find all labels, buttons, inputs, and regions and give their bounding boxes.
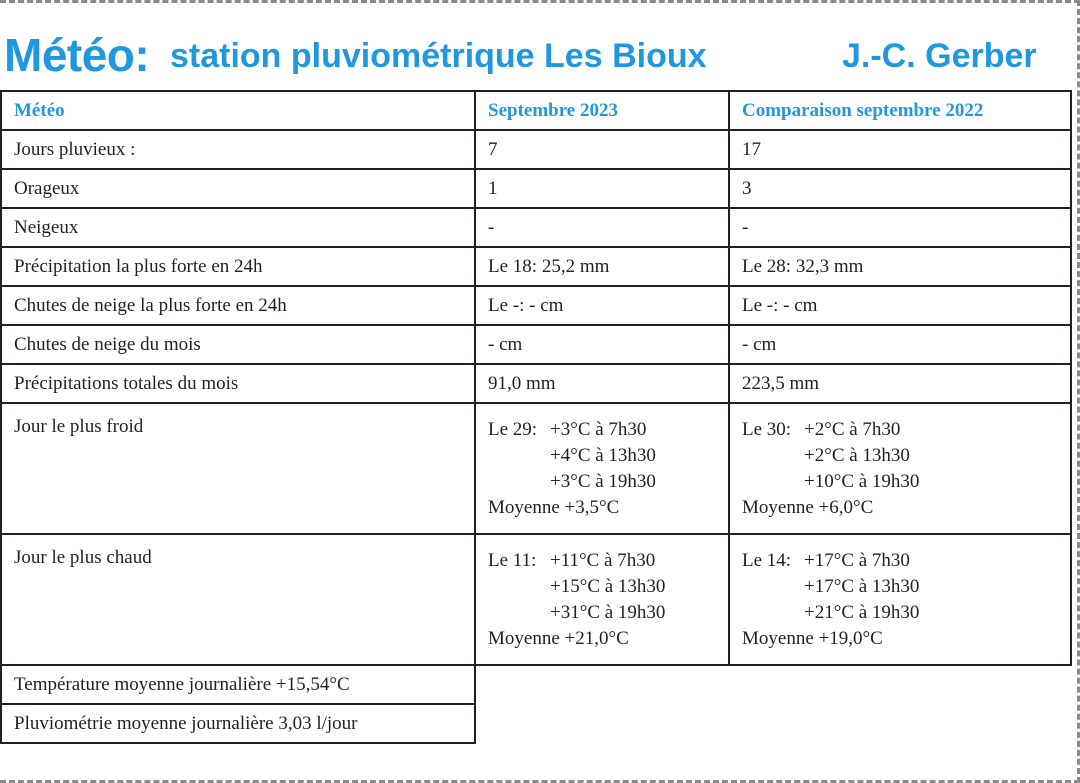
cell-2023: 1	[475, 169, 729, 208]
cell-2023: 91,0 mm	[475, 364, 729, 403]
temp-average: Moyenne +6,0°C	[742, 497, 874, 518]
row-label: Précipitations totales du mois	[1, 364, 475, 403]
column-header-2022: Comparaison septembre 2022	[729, 91, 1071, 130]
row-label: Chutes de neige la plus forte en 24h	[1, 286, 475, 325]
temp-morning: +2°C à 7h30	[804, 419, 901, 440]
weather-table	[0, 90, 1072, 744]
cell-2023	[475, 403, 729, 534]
column-header-meteo: Météo	[1, 91, 475, 130]
temp-average: Moyenne +3,5°C	[488, 497, 620, 518]
cell-2022: -	[729, 208, 1071, 247]
temp-midday: +2°C à 13h30	[804, 445, 910, 466]
cell-2023: - cm	[475, 325, 729, 364]
temp-midday: +15°C à 13h30	[550, 576, 666, 597]
table-row	[1, 247, 1071, 286]
warmest-day-row	[1, 534, 1071, 665]
temp-evening: +21°C à 19h30	[804, 602, 920, 623]
row-label: Orageux	[1, 169, 475, 208]
summary-avg-rainfall: Pluviométrie moyenne journalière 3,03 l/jour	[1, 704, 475, 743]
cell-2022	[729, 403, 1071, 534]
cell-2023: 7	[475, 130, 729, 169]
temp-morning: +17°C à 7h30	[804, 550, 910, 571]
column-header-2023: Septembre 2023	[475, 91, 729, 130]
temp-average: Moyenne +21,0°C	[488, 628, 629, 649]
temp-evening: +3°C à 19h30	[550, 471, 656, 492]
day-label: Le 29:	[488, 419, 538, 440]
day-label: Le 14:	[742, 550, 792, 571]
cell-2023	[475, 534, 729, 665]
row-label: Jour le plus froid	[1, 403, 475, 534]
temp-evening: +10°C à 19h30	[804, 471, 920, 492]
row-label: Chutes de neige du mois	[1, 325, 475, 364]
cell-2022	[729, 534, 1071, 665]
day-label: Le 30:	[742, 419, 792, 440]
cell-2022: Le 28: 32,3 mm	[729, 247, 1071, 286]
temp-morning: +3°C à 7h30	[550, 419, 647, 440]
cell-2022: 3	[729, 169, 1071, 208]
summary-avg-temperature: Température moyenne journalière +15,54°C	[1, 665, 475, 704]
table-row	[1, 130, 1071, 169]
title-bar	[4, 28, 1064, 88]
row-label: Neigeux	[1, 208, 475, 247]
coldest-day-row	[1, 403, 1071, 534]
temp-average: Moyenne +19,0°C	[742, 628, 883, 649]
table-row	[1, 169, 1071, 208]
page-subtitle: station pluviométrique Les Bioux	[170, 37, 707, 75]
temp-midday: +17°C à 13h30	[804, 576, 920, 597]
cell-2022: - cm	[729, 325, 1071, 364]
day-label: Le 11:	[488, 550, 537, 571]
summary-row	[1, 665, 1071, 704]
temp-morning: +11°C à 7h30	[550, 550, 656, 571]
table-row	[1, 286, 1071, 325]
cell-2023: -	[475, 208, 729, 247]
cell-2022: Le -: - cm	[729, 286, 1071, 325]
row-label: Précipitation la plus forte en 24h	[1, 247, 475, 286]
table-row	[1, 325, 1071, 364]
cell-2022: 17	[729, 130, 1071, 169]
temp-evening: +31°C à 19h30	[550, 602, 666, 623]
row-label: Jour le plus chaud	[1, 534, 475, 665]
temp-midday: +4°C à 13h30	[550, 445, 656, 466]
cell-2023: Le -: - cm	[475, 286, 729, 325]
table-row	[1, 364, 1071, 403]
author-name: J.-C. Gerber	[842, 37, 1037, 75]
row-label: Jours pluvieux :	[1, 130, 475, 169]
cell-2022: 223,5 mm	[729, 364, 1071, 403]
summary-row	[1, 704, 1071, 743]
table-row	[1, 208, 1071, 247]
page-title: Météo:	[4, 29, 150, 81]
cell-2023: Le 18: 25,2 mm	[475, 247, 729, 286]
table-header-row	[1, 91, 1071, 130]
